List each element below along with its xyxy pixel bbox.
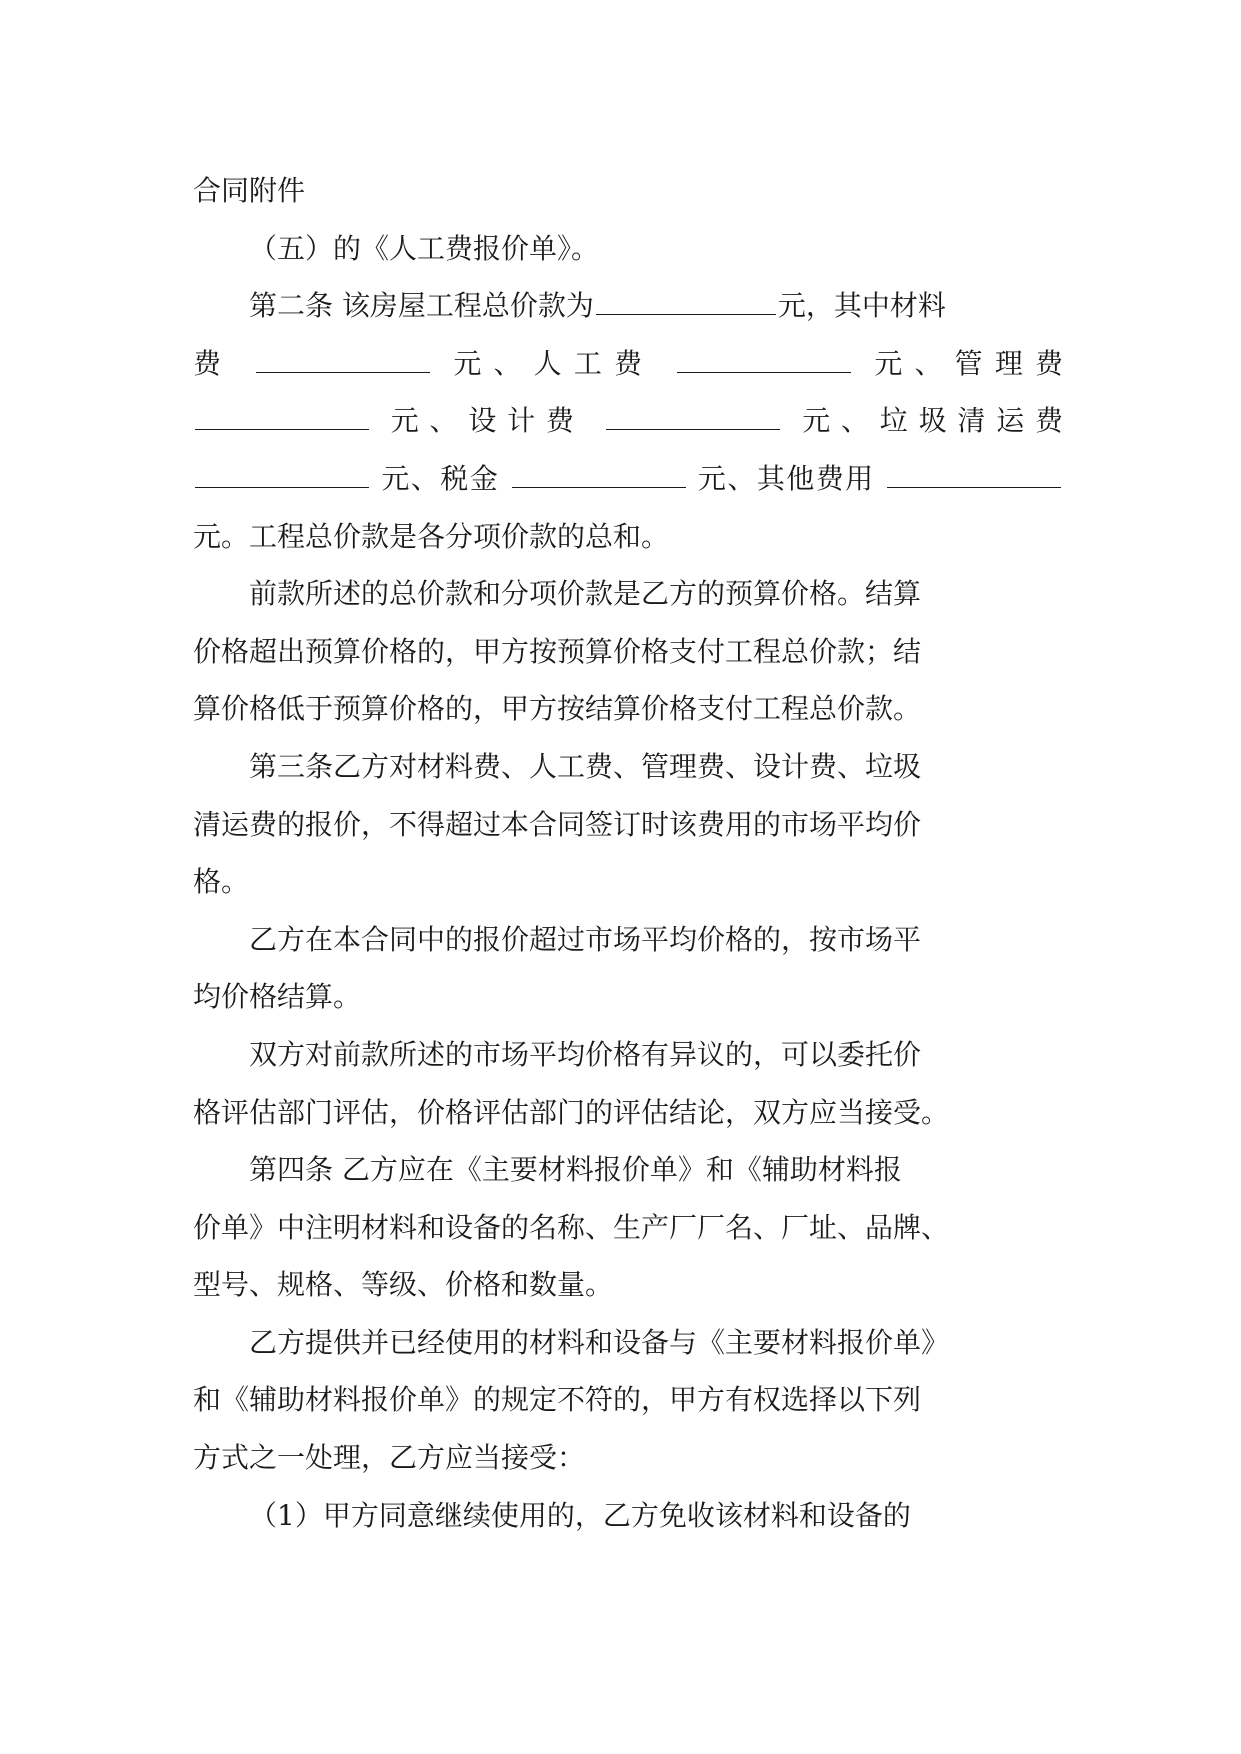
text-line: （五）的《人工费报价单》。 (249, 231, 600, 265)
labor-fee-blank[interactable] (677, 342, 851, 373)
text-line: 前款所述的总价款和分项价款是乙方的预算价格。结算 (249, 577, 922, 611)
text-line: 方式之一处理，乙方应当接受： (193, 1441, 586, 1475)
total-price-blank[interactable] (596, 284, 776, 315)
material-fee-blank[interactable] (256, 342, 430, 373)
text-line: 乙方在本合同中的报价超过市场平均价格的，按市场平 (249, 922, 922, 956)
text-line: 和《辅助材料报价单》的规定不符的，甲方有权选择以下列 (193, 1383, 922, 1417)
annex-heading: 合同附件 (193, 174, 306, 207)
clause-2-line: 第二条 该房屋工程总价款为 元，其中材料 (193, 277, 1063, 335)
text-line: 格评估部门评估，价格评估部门的评估结论，双方应当接受。 (193, 1095, 950, 1129)
text-line: 乙方提供并已经使用的材料和设备与《主要材料报价单》 (249, 1325, 950, 1359)
text-line: 费 元、人工费 元、管理费 (193, 335, 1063, 393)
tax-blank[interactable] (512, 457, 686, 488)
waste-removal-fee-blank[interactable] (195, 457, 369, 488)
list-item: （1）甲方同意继续使用的，乙方免收该材料和设备的 (249, 1498, 911, 1532)
text-line: 清运费的报价，不得超过本合同签订时该费用的市场平均价 (193, 807, 922, 841)
text-line (193, 162, 1063, 220)
management-fee-blank[interactable] (195, 399, 369, 430)
clause-4-line: 第四条 乙方应在《主要材料报价单》和《辅助材料报 (249, 1153, 902, 1187)
text-line: 价单》中注明材料和设备的名称、生产厂厂名、厂址、品牌、 (193, 1210, 950, 1244)
design-fee-blank[interactable] (606, 399, 780, 430)
text-line: 价格超出预算价格的，甲方按预算价格支付工程总价款；结 (193, 634, 922, 668)
text-line: 型号、规格、等级、价格和数量。 (193, 1268, 614, 1302)
contract-text (193, 162, 1063, 1544)
text-line: 算价格低于预算价格的，甲方按结算价格支付工程总价款。 (193, 692, 922, 726)
text-line: 元、税金 元、其他费用 (193, 450, 1063, 508)
text-line: 元、设计费 元、垃圾清运费 (193, 392, 1063, 450)
text-line: 元。工程总价款是各分项价款的总和。 (193, 519, 670, 553)
clause-3-line: 第三条乙方对材料费、人工费、管理费、设计费、垃圾 (249, 749, 922, 783)
text-line: 均价格结算。 (193, 980, 362, 1014)
text-line: 格。 (193, 865, 250, 899)
text-line: 双方对前款所述的市场平均价格有异议的，可以委托价 (249, 1037, 922, 1071)
other-fee-blank[interactable] (887, 457, 1061, 488)
